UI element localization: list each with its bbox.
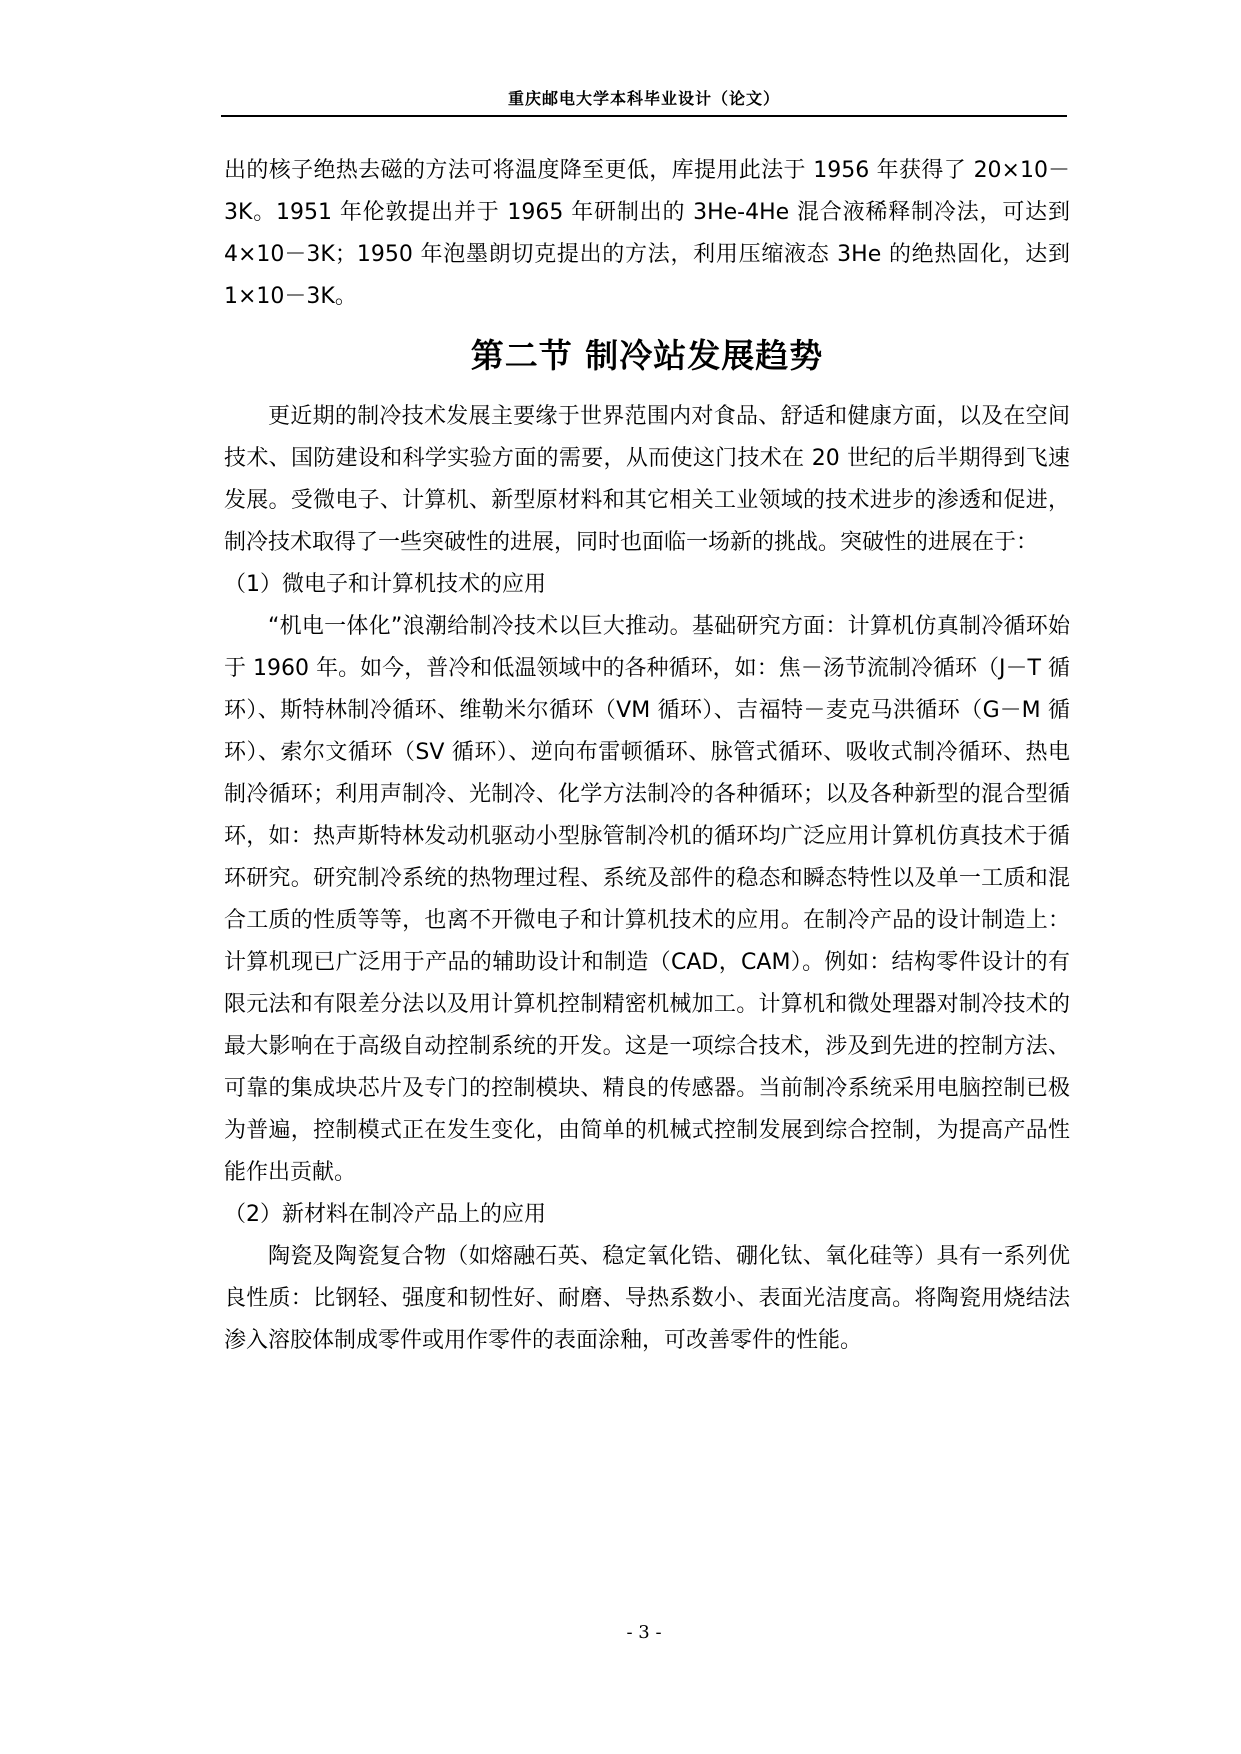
paragraph-new-materials: 陶瓷及陶瓷复合物（如熔融石英、稳定氧化锆、硼化钛、氧化硅等）具有一系列优良性质：比钢轻、强度和韧性好、耐磨、导热系数小、表面光洁度高。将陶瓷用烧结法渗入溶胶体制成零件或用作零件的表面涂釉，可改善零件的性能。 (224, 1244, 1070, 1353)
page-number: - 3 - (626, 1622, 662, 1643)
paragraph-intro: 更近期的制冷技术发展主要缘于世界范围内对食品、舒适和健康方面，以及在空间技术、国防建设和科学实验方面的需要，从而使这门技术在 20 世纪的后半期得到飞速发展。受微电子、计算机、新型原材料和其它相关工业领域的技术进步的渗透和促进，制冷技术取得了一些突破性的进展，同时也面临一场新的挑战。突破性的进展在于： (224, 404, 1070, 555)
subheading-microelectronics: （1）微电子和计算机技术的应用 (224, 572, 546, 597)
header-rule (221, 115, 1067, 117)
subheading-new-materials: （2）新材料在制冷产品上的应用 (224, 1202, 546, 1227)
paragraph-continuation: 出的核子绝热去磁的方法可将温度降至更低，库提用此法于 1956 年获得了 20×10－3K。1951 年伦敦提出并于 1965 年研制出的 3He-4He 混合液稀释制冷法，可达到 4×10－3K；1950 年泡墨朗切克提出的方法，利用压缩液态 3He 的绝热固化，达到 1×10－3K。 (224, 158, 1070, 309)
section-title: 第二节 制冷站发展趋势 (470, 336, 824, 375)
paragraph-microelectronics: “机电一体化”浪潮给制冷技术以巨大推动。基础研究方面：计算机仿真制冷循环始于 1960 年。如今，普冷和低温领域中的各种循环，如：焦－汤节流制冷循环（J－T 循环）、斯特林制冷循环、维勒米尔循环（VM 循环）、吉福特－麦克马洪循环（G－M 循环）、索尔文循环（SV 循环）、逆向布雷顿循环、脉管式循环、吸收式制冷循环、热电制冷循环；利用声制冷、光制冷、化学方法制冷的各种循环；以及各种新型的混合型循环，如：热声斯特林发动机驱动小型脉管制冷机的循环均广泛应用计算机仿真技术于循环研究。研究制冷系统的热物理过程、系统及部件的稳态和瞬态特性以及单一工质和混合工质的性质等等，也离不开微电子和计算机技术的应用。在制冷产品的设计制造上：计算机现已广泛用于产品的辅助设计和制造（CAD，CAM）。例如：结构零件设计的有限元法和有限差分法以及用计算机控制精密机械加工。计算机和微处理器对制冷技术的最大影响在于高级自动控制系统的开发。这是一项综合技术，涉及到先进的控制方法、可靠的集成块芯片及专门的控制模块、精良的传感器。当前制冷系统采用电脑控制已极为普遍，控制模式正在发生变化，由简单的机械式控制发展到综合控制，为提高产品性能作出贡献。 (224, 614, 1070, 1185)
running-header: 重庆邮电大学本科毕业设计（论文） (507, 89, 780, 108)
page-body (224, 150, 1070, 1362)
